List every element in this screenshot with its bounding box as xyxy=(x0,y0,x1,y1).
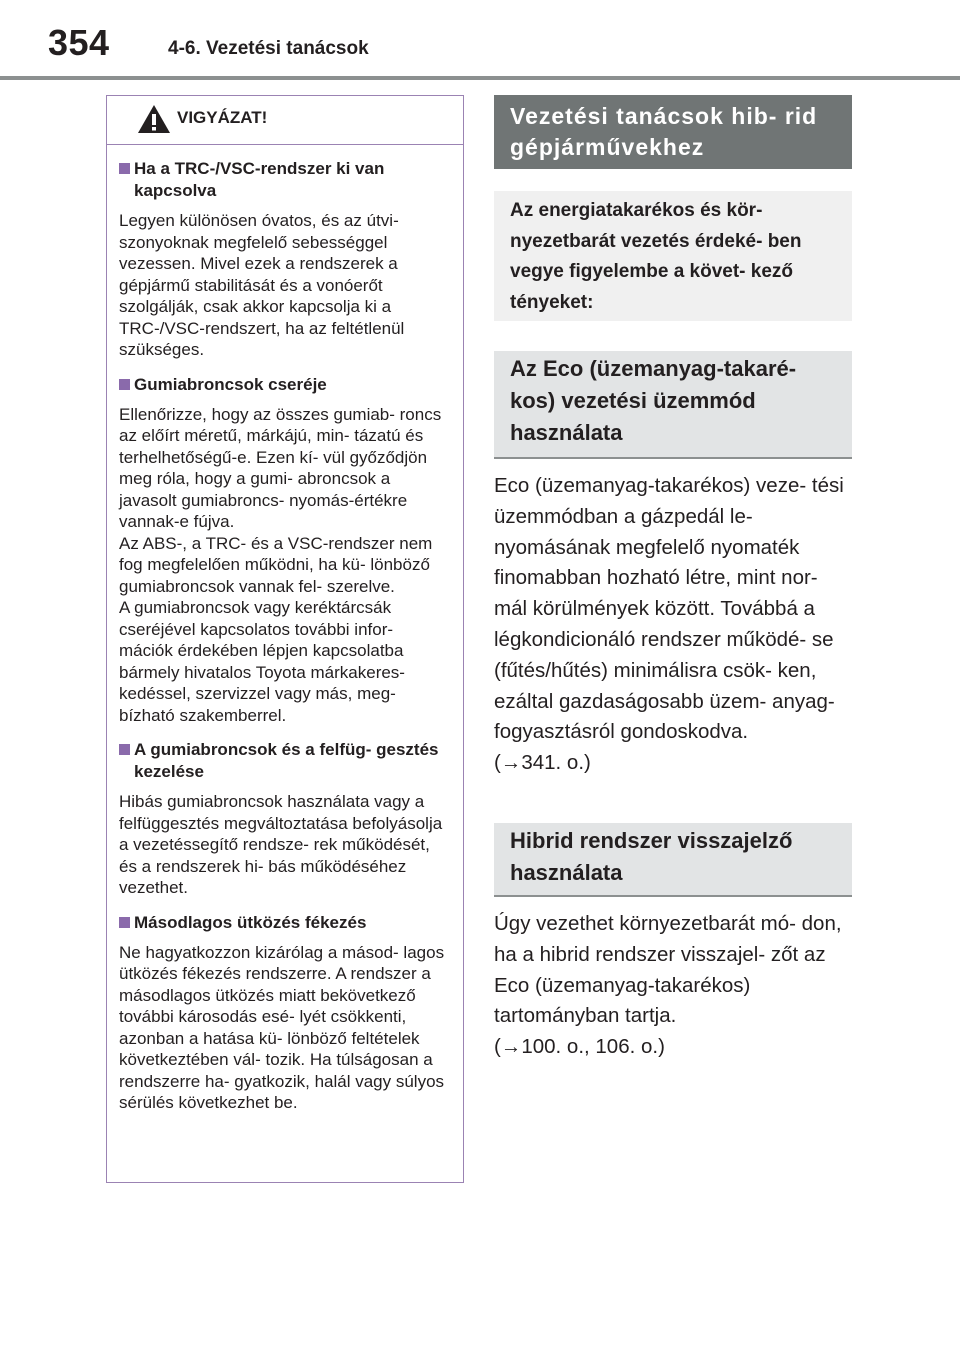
page-header xyxy=(0,0,960,80)
bullet-square-icon xyxy=(119,744,130,755)
section-title: 4-6. Vezetési tanácsok xyxy=(168,38,369,59)
indicator-page-ref: (→100. o., 106. o.) xyxy=(494,1035,665,1059)
warning-item-text: Ellenőrizze, hogy az összes gumiab- roncs az előírt méretű, márkájú, min- tázatú és terhelhetőségű-e. Ezen kí- vül győződjön meg róla, hogy a gumi- abroncsok a javasolt gumiabroncs- nyomás-értékre vannak-e fújva. Az ABS-, a TRC- és a VSC-rendszer nem fog megfelelően működni, ha kü- lönböző gumiabroncsok vannak fel- szerelve. A gumiabroncsok vagy keréktárcsák cseréjével kapcsolatos további infor- mációk érdekében lépjen kapcsolatba bármely hivatalos Toyota márkakeres- kedéssel, szervizzel vagy más, meg- bízható szakemberrel. xyxy=(119,404,442,725)
warning-header xyxy=(107,96,463,145)
header-divider xyxy=(0,76,960,80)
warning-item-text: Ne hagyatkozzon kizárólag a másod- lagos ütközés fékezés rendszerre. A rendszer a másodlagos ütközés miatt bekövetkező további károsodás esé- lyét csökkenti, azonban a hatása kü- lönböző feltételek következtében vál- tozik. Ha túlságosan a rendszerre ha- gyatkozik, halál vagy súlyos sérülés következhet be. xyxy=(119,942,445,1112)
bullet-square-icon xyxy=(119,379,130,390)
eco-mode-text: Eco (üzemanyag-takarékos) veze- tési üzemmódban a gázpedál le- nyomásának megfelelő nyomaték finomabban hozható létre, mint nor- mál körülmények között. Továbbá a légkondicionáló rendszer működé- se (fűtés/hűtés) minimálisra csök- ken, ezáltal gazdaságosabb üzem- anyag-fogyasztásról gondoskodva. xyxy=(494,474,844,744)
warning-item-text: Legyen különösen óvatos, és az útvi- szonyoknak megfelelő sebességgel vezessen. Mivel ezek a rendszerek a gépjármű stabilitását és a vonóerőt szolgálják, csak akkor kapcsolja ki a TRC-/VSC-rendszert, ha az feltétlenül szükséges. xyxy=(119,211,405,359)
warning-item-trc-vsc xyxy=(119,158,447,361)
eco-mode-heading xyxy=(494,351,852,459)
warning-item-tire-suspension xyxy=(119,739,447,899)
indicator-heading xyxy=(494,823,852,897)
warning-item-title: Ha a TRC-/VSC-rendszer ki van kapcsolva xyxy=(134,159,385,200)
intro-box xyxy=(494,191,852,321)
warning-title: VIGYÁZAT! xyxy=(177,108,268,127)
warning-item-secondary-collision xyxy=(119,912,447,1114)
indicator-text: Úgy vezethet környezetbarát mó- don, ha a hibrid rendszer visszajel- zőt az Eco (üzemanyag-takarékos) tartományban tartja. xyxy=(494,911,842,1028)
right-column xyxy=(494,95,852,1063)
warning-body xyxy=(107,158,463,1114)
page-number: 354 xyxy=(48,22,110,63)
warning-triangle-icon xyxy=(137,104,171,134)
warning-item-tire-replacement xyxy=(119,374,447,727)
hybrid-tips-banner xyxy=(494,95,852,169)
hybrid-tips-title: Vezetési tanácsok hib- rid gépjárművekhez xyxy=(510,103,818,160)
eco-mode-page-ref: (→341. o.) xyxy=(494,751,591,775)
warning-item-text: Hibás gumiabroncsok használata vagy a felfüggesztés megváltoztatása befolyásolja a vezetéssegítő rendsze- rek működését, és a rendszerek hi- bás működéséhez vezethet. xyxy=(119,792,443,897)
warning-item-title: A gumiabroncsok és a felfüg- gesztés kezelése xyxy=(134,740,439,781)
intro-text: Az energiatakarékos és kör- nyezetbarát vezetés érdeké- ben vegye figyelembe a követ- kező tényeket: xyxy=(510,200,802,313)
bullet-square-icon xyxy=(119,163,130,174)
eco-mode-heading-text: Az Eco (üzemanyag-takaré- kos) vezetési üzemmód használata xyxy=(510,356,797,445)
warning-item-title: Másodlagos ütközés fékezés xyxy=(134,912,367,932)
warning-box xyxy=(106,95,464,1183)
bullet-square-icon xyxy=(119,917,130,928)
indicator-heading-text: Hibrid rendszer visszajelző használata xyxy=(510,827,793,885)
warning-item-title: Gumiabroncsok cseréje xyxy=(134,374,327,394)
